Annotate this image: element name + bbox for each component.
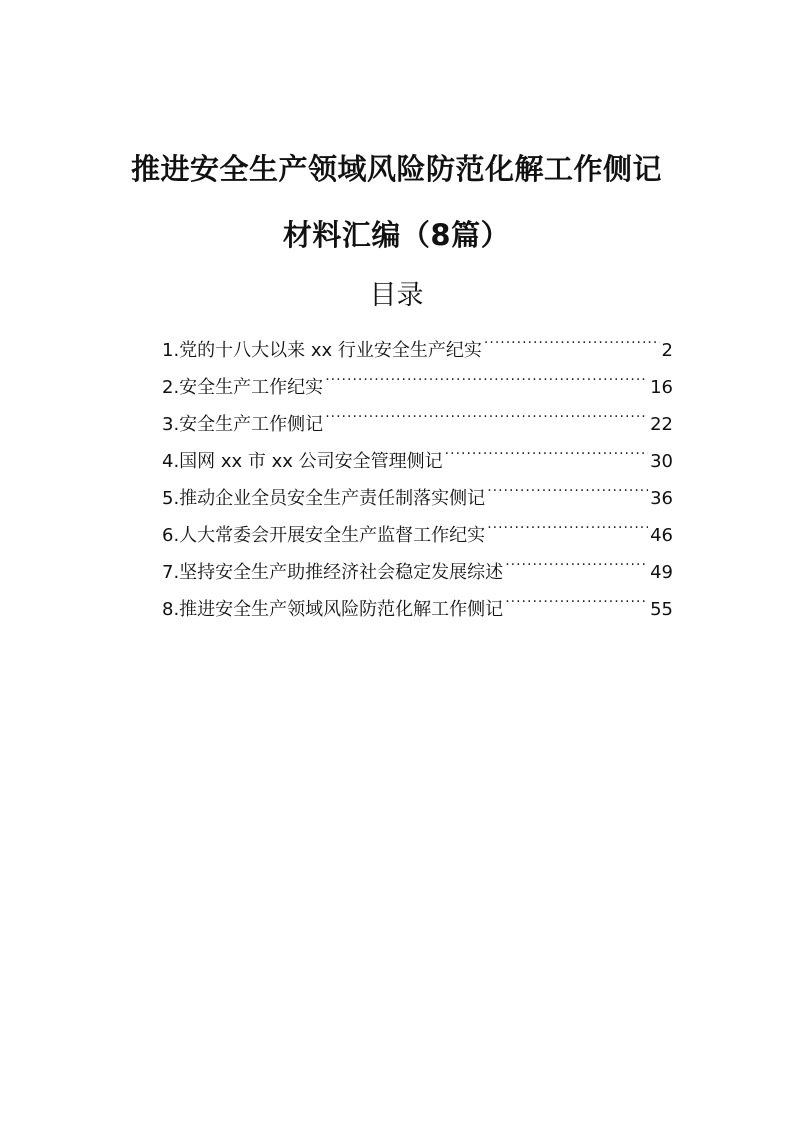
document-title-line-2: 材料汇编（8篇）	[282, 218, 511, 252]
toc-entry-label: 5.推动企业全员安全生产责任制落实侧记	[162, 488, 486, 509]
toc-entry[interactable]	[162, 369, 673, 406]
toc-entry-page: 30	[650, 451, 673, 472]
toc-entry[interactable]	[162, 517, 673, 554]
toc-dot-leader	[505, 597, 648, 615]
toc-entry-label: 6.人大常委会开展安全生产监督工作纪实	[162, 525, 486, 546]
toc-heading: 目录	[369, 280, 424, 311]
toc-entry-page: 16	[650, 377, 673, 398]
toc-entry-page: 46	[650, 525, 673, 546]
toc-entry[interactable]	[162, 332, 673, 369]
toc-entry-page: 36	[650, 488, 673, 509]
toc-entry-page: 49	[650, 562, 673, 583]
toc-dot-leader	[484, 338, 660, 356]
toc-entry[interactable]	[162, 591, 673, 628]
toc-entry-label: 7.坚持安全生产助推经济社会稳定发展综述	[162, 562, 504, 583]
toc-entry[interactable]	[162, 406, 673, 443]
toc-dot-leader	[325, 412, 648, 430]
toc-dot-leader	[505, 560, 648, 578]
toc-entry-page: 22	[650, 414, 673, 435]
toc-entry-label: 3.安全生产工作侧记	[162, 414, 324, 435]
toc-entry[interactable]	[162, 554, 673, 591]
toc-entry[interactable]	[162, 443, 673, 480]
toc-entry[interactable]	[162, 480, 673, 517]
toc-dot-leader	[487, 486, 648, 504]
document-title-line-1: 推进安全生产领域风险防范化解工作侧记	[130, 152, 662, 186]
toc-dot-leader	[487, 523, 648, 541]
toc-dot-leader	[325, 375, 648, 393]
toc-dot-leader	[445, 449, 648, 467]
toc-entry-label: 4.国网 xx 市 xx 公司安全管理侧记	[162, 451, 443, 472]
toc-entry-label: 8.推进安全生产领域风险防范化解工作侧记	[162, 599, 504, 620]
toc-entry-page: 2	[661, 340, 673, 361]
toc-entry-page: 55	[650, 599, 673, 620]
table-of-contents	[162, 332, 673, 628]
toc-entry-label: 1.党的十八大以来 xx 行业安全生产纪实	[162, 340, 482, 361]
toc-entry-label: 2.安全生产工作纪实	[162, 377, 324, 398]
